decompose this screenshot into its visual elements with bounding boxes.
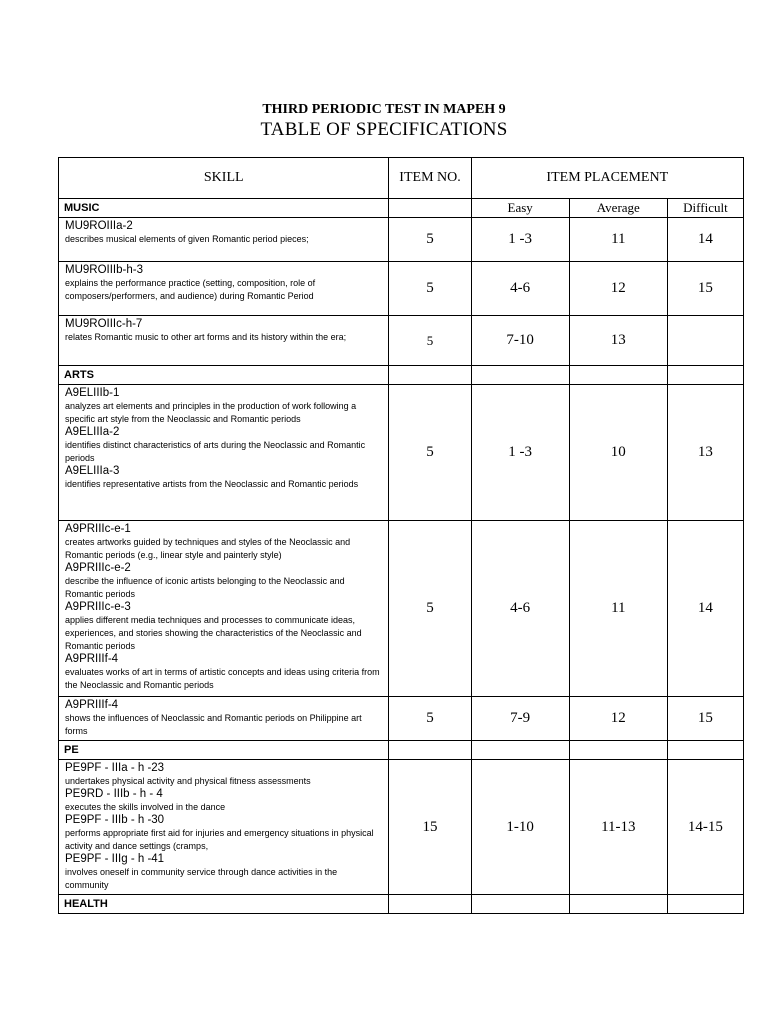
skill-cell bbox=[59, 218, 389, 262]
section-row-pe bbox=[59, 741, 744, 760]
competency-code: A9ELIIIb-1 bbox=[65, 387, 120, 399]
empty-cell bbox=[389, 199, 471, 218]
average-cell: 11 bbox=[569, 521, 667, 697]
specifications-table bbox=[58, 157, 744, 914]
skill-cell bbox=[59, 760, 389, 895]
easy-cell: 7-10 bbox=[471, 316, 569, 366]
table-row bbox=[59, 760, 744, 895]
table-row bbox=[59, 521, 744, 697]
empty-cell bbox=[471, 741, 569, 760]
item-no-header: ITEM NO. bbox=[389, 158, 471, 199]
difficult-cell: 14 bbox=[667, 218, 743, 262]
competency-description: shows the influences of Neoclassic and Romantic periods on Philippine art forms bbox=[65, 713, 362, 736]
easy-cell: 7-9 bbox=[471, 697, 569, 741]
difficult-cell: 13 bbox=[667, 385, 743, 521]
skill-cell bbox=[59, 262, 389, 316]
difficult-cell: 15 bbox=[667, 697, 743, 741]
easy-cell: 1-10 bbox=[471, 760, 569, 895]
table-row bbox=[59, 218, 744, 262]
empty-cell bbox=[471, 895, 569, 914]
competency-description: explains the performance practice (setting, composition, role of composers/performers, and audience) during Romantic Period bbox=[65, 278, 316, 301]
test-title: THIRD PERIODIC TEST IN MAPEH 9 bbox=[262, 102, 506, 117]
competency-code: A9PRIIIc-e-2 bbox=[65, 562, 131, 574]
table-row bbox=[59, 316, 744, 366]
empty-cell bbox=[667, 741, 743, 760]
skill-cell bbox=[59, 316, 389, 366]
competency-code: A9PRIIIc-e-3 bbox=[65, 601, 131, 613]
item-no-cell: 5 bbox=[389, 697, 471, 741]
competency-code: PE9PF - IIIg - h -41 bbox=[65, 853, 165, 865]
competency-code: PE9PF - IIIb - h -30 bbox=[65, 814, 165, 826]
average-cell: 12 bbox=[569, 697, 667, 741]
empty-cell bbox=[389, 895, 471, 914]
competency-description: performs appropriate first aid for injuries and emergency situations in physical activity and dance settings (cramps, bbox=[65, 828, 374, 851]
competency-code: MU9ROIIIc-h-7 bbox=[65, 318, 143, 330]
competency-code: A9ELIIIa-3 bbox=[65, 465, 120, 477]
competency-code: MU9ROIIIa-2 bbox=[65, 220, 133, 232]
section-row-arts bbox=[59, 366, 744, 385]
skill-cell bbox=[59, 521, 389, 697]
section-label: ARTS bbox=[59, 366, 389, 385]
table-row bbox=[59, 262, 744, 316]
empty-cell bbox=[471, 366, 569, 385]
skill-header: SKILL bbox=[59, 158, 389, 199]
difficult-cell: 15 bbox=[667, 262, 743, 316]
average-subheader: Average bbox=[569, 199, 667, 218]
easy-cell: 1 -3 bbox=[471, 385, 569, 521]
easy-cell: 4-6 bbox=[471, 521, 569, 697]
document-title: TABLE OF SPECIFICATIONS bbox=[260, 119, 508, 140]
empty-cell bbox=[389, 741, 471, 760]
easy-cell: 1 -3 bbox=[471, 218, 569, 262]
section-row-health bbox=[59, 895, 744, 914]
competency-description: undertakes physical activity and physical fitness assessments bbox=[65, 776, 311, 786]
skill-cell bbox=[59, 697, 389, 741]
table-row bbox=[59, 385, 744, 521]
competency-description: relates Romantic music to other art forms and its history within the era; bbox=[65, 332, 347, 342]
empty-cell bbox=[569, 741, 667, 760]
competency-code: PE9PF - IIIa - h -23 bbox=[65, 762, 165, 774]
easy-cell: 4-6 bbox=[471, 262, 569, 316]
section-row-music bbox=[59, 199, 744, 218]
competency-description: identifies representative artists from the Neoclassic and Romantic periods bbox=[65, 479, 359, 489]
competency-code: A9PRIIIf-4 bbox=[65, 699, 119, 711]
average-cell: 12 bbox=[569, 262, 667, 316]
empty-cell bbox=[667, 895, 743, 914]
difficult-cell: 14-15 bbox=[667, 760, 743, 895]
item-no-cell: 5 bbox=[389, 316, 471, 366]
empty-cell bbox=[569, 366, 667, 385]
competency-description: analyzes art elements and principles in the production of work following a specific art style from the Neoclassic and Romantic periods bbox=[65, 401, 357, 424]
header-row bbox=[59, 158, 744, 199]
skill-cell bbox=[59, 385, 389, 521]
item-no-cell: 15 bbox=[389, 760, 471, 895]
competency-description: identifies distinct characteristics of arts during the Neoclassic and Romantic periods bbox=[65, 440, 366, 463]
section-label: PE bbox=[59, 741, 389, 760]
easy-subheader: Easy bbox=[471, 199, 569, 218]
empty-cell bbox=[569, 895, 667, 914]
empty-cell bbox=[667, 366, 743, 385]
competency-description: evaluates works of art in terms of artistic concepts and ideas using criteria from the Neoclassic and Romantic periods bbox=[65, 667, 380, 690]
competency-code: A9ELIIIa-2 bbox=[65, 426, 120, 438]
competency-code: A9PRIIIc-e-1 bbox=[65, 523, 131, 535]
difficult-cell bbox=[667, 316, 743, 366]
average-cell: 13 bbox=[569, 316, 667, 366]
competency-description: describes musical elements of given Romantic period pieces; bbox=[65, 234, 309, 244]
section-label: MUSIC bbox=[59, 199, 389, 218]
average-cell: 11 bbox=[569, 218, 667, 262]
item-no-cell: 5 bbox=[389, 262, 471, 316]
average-cell: 11-13 bbox=[569, 760, 667, 895]
item-no-cell: 5 bbox=[389, 521, 471, 697]
item-no-cell: 5 bbox=[389, 385, 471, 521]
competency-description: executes the skills involved in the dance bbox=[65, 802, 226, 812]
competency-code: PE9RD - IIIb - h - 4 bbox=[65, 788, 163, 800]
empty-cell bbox=[389, 366, 471, 385]
difficult-cell: 14 bbox=[667, 521, 743, 697]
competency-code: A9PRIIIf-4 bbox=[65, 653, 119, 665]
table-row bbox=[59, 697, 744, 741]
section-label: HEALTH bbox=[59, 895, 389, 914]
difficult-subheader: Difficult bbox=[667, 199, 743, 218]
competency-description: describe the influence of iconic artists belonging to the Neoclassic and Romantic periods bbox=[65, 576, 345, 599]
average-cell: 10 bbox=[569, 385, 667, 521]
competency-code: MU9ROIIIb-h-3 bbox=[65, 264, 143, 276]
competency-description: applies different media techniques and processes to communicate ideas, experiences, and stories showing the characteristics of the Neoclassic and Romantic periods bbox=[65, 615, 362, 651]
item-placement-header: ITEM PLACEMENT bbox=[471, 158, 743, 199]
item-no-cell: 5 bbox=[389, 218, 471, 262]
competency-description: creates artworks guided by techniques and styles of the Neoclassic and Romantic periods (e.g., linear style and painterly style) bbox=[65, 537, 351, 560]
competency-description: involves oneself in community service through dance activities in the community bbox=[65, 867, 338, 890]
